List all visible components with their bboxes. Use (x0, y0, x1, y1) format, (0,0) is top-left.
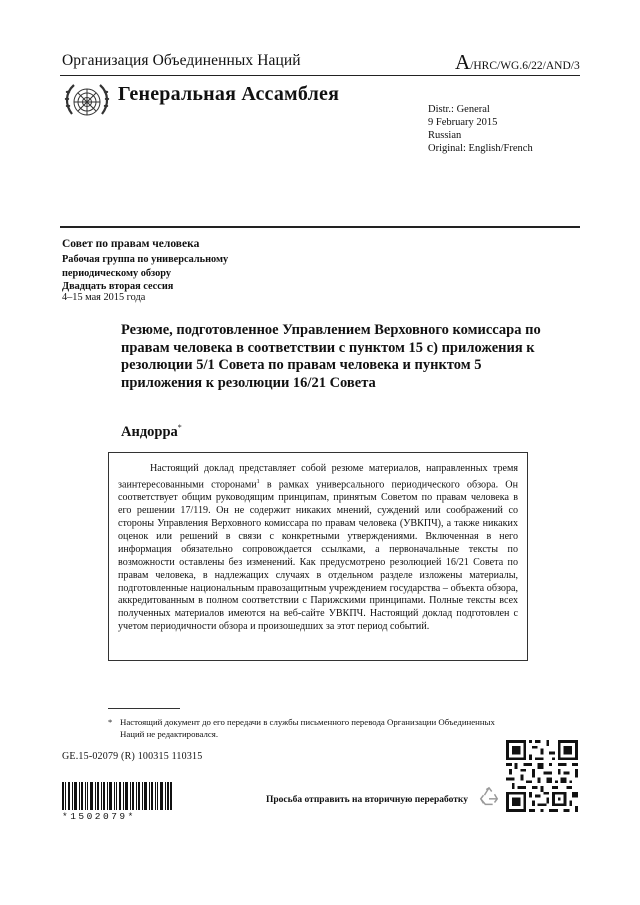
footnote-text: Настоящий документ до его передачи в службы письменного перевода Организации Объединенных Наций не редактировался. (120, 717, 495, 739)
qr-code-icon (506, 740, 578, 812)
summary-part-1: Настоящий доклад представляет собой резюме материалов, направленных тремя заинтересованными сторонами (118, 463, 518, 491)
un-emblem-icon (62, 80, 112, 126)
job-number: GE.15-02079 (R) 100315 110315 (62, 751, 203, 762)
original-language: Original: English/French (428, 143, 533, 154)
footnote-rule (108, 708, 180, 709)
barcode-number: *1502079* (62, 811, 136, 822)
footnote-mark: * (108, 717, 113, 727)
session-name: Двадцать вторая сессия (62, 281, 174, 292)
assembly-name: Генеральная Ассамблея (118, 83, 340, 105)
barcode-icon (62, 782, 172, 810)
header-rule (60, 75, 580, 76)
summary-part-2: в рамках универсального периодического обзора. Он соответствует общим руководящим принципам, принятым Советом по правам человека в его решении 17/119. Он не содержит никаких мнений, суждений или соображений со стороны Управления Верховного комиссара по правам человека (УВКПЧ), а также никаких оценок или решений в связи с конкретными утверждениями. Включенная в него информация обязательно сопровождается ссылками, а первоначальные тексты по возможности оставлены без изменений. Как предусмотрено резолюцией 16/21 Совета по правам человека, в надлежащих случаях в отдельном разделе изложены материалы, подготовленные национальным правозащитным учреждением государства – объекта обзора, аккредитованным в полном соответствии с Парижскими принципами. Полные тексты всех полученных материалов имеются на веб-сайте УВКПЧ. Настоящий доклад подготовлен с учетом периодичности обзора и произошедших за этот период событий. (118, 479, 518, 633)
country-footnote-mark: * (177, 423, 182, 432)
document-language: Russian (428, 130, 462, 141)
distribution: Distr.: General (428, 104, 490, 115)
country-name: Андорра (121, 423, 178, 440)
recycle-note: Просьба отправить на вторичную переработку (266, 795, 468, 805)
symbol-prefix: A (455, 50, 471, 74)
document-symbol (455, 50, 580, 75)
council-name: Совет по правам человека (62, 238, 200, 250)
summary-text (118, 463, 518, 634)
organization-name: Организация Объединенных Наций (62, 52, 301, 69)
session-dates: 4–15 мая 2015 года (62, 292, 146, 303)
working-group (62, 253, 282, 294)
header-thick-rule (60, 226, 580, 228)
document-title: Резюме, подготовленное Управлением Верховного комиссара по правам человека в соответствии с пунктом 15 c) приложения к резолюции 5/1 Совета по правам человека и пунктом 5 приложения к резолюции 16/21 Совета (121, 322, 541, 391)
recycle-icon (478, 786, 500, 808)
distribution-block (428, 103, 533, 155)
country-heading (121, 423, 182, 441)
summary-footnote-ref: 1 (256, 478, 260, 485)
symbol-rest: /HRC/WG.6/22/AND/3 (470, 60, 580, 72)
document-date: 9 February 2015 (428, 117, 498, 128)
working-group-name: Рабочая группа по универсальному периодическому обзору (62, 254, 229, 279)
